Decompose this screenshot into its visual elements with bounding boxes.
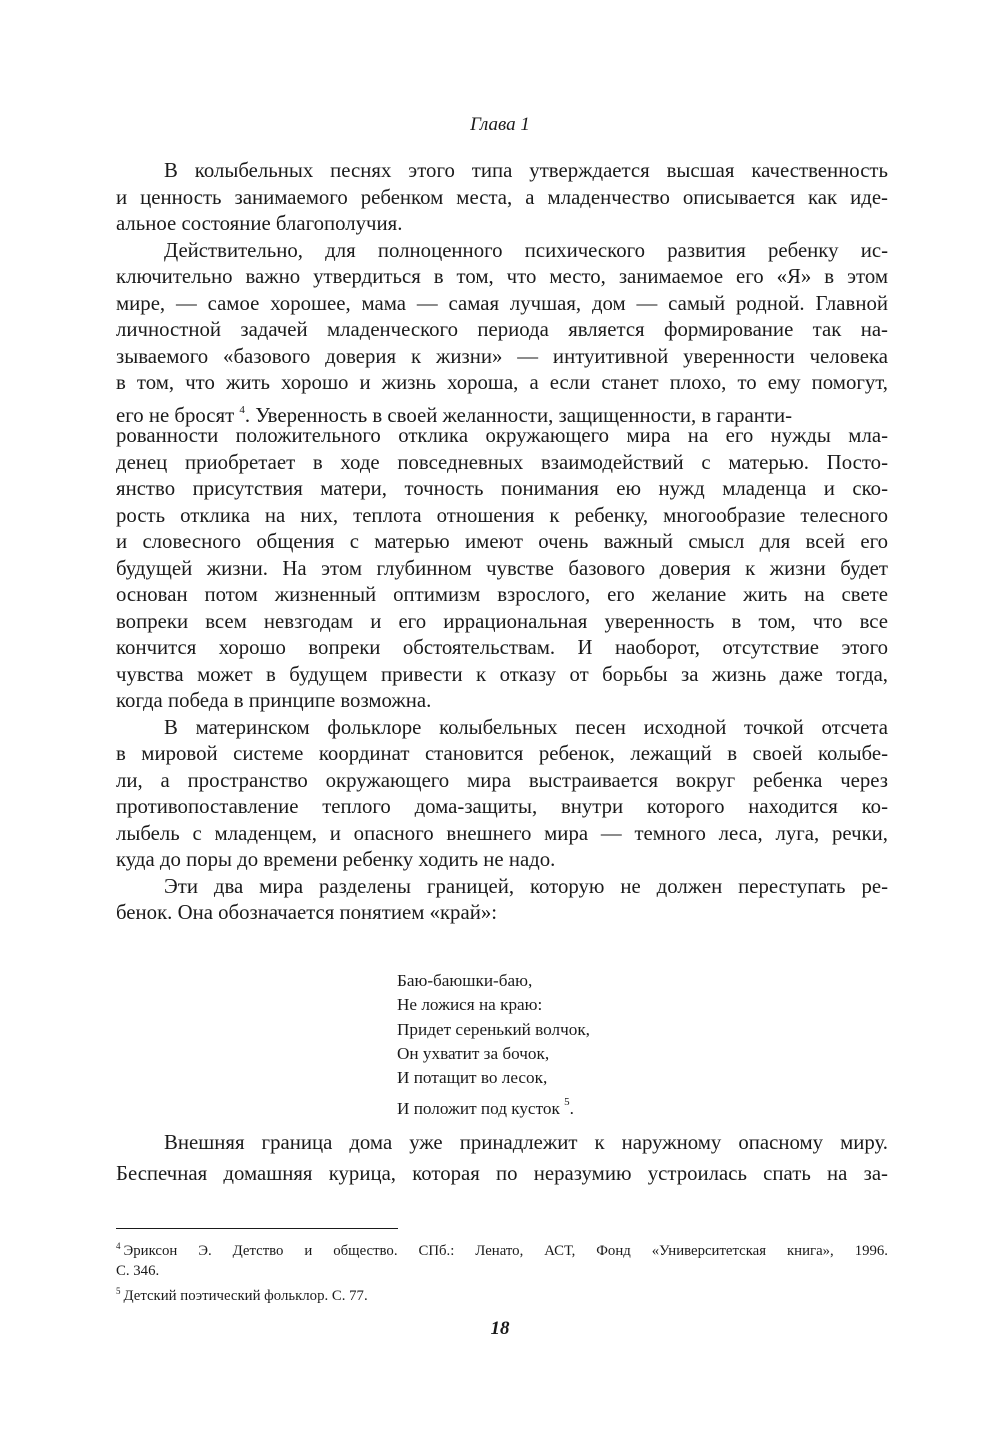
text-line: будущей жизни. На этом глубинном чувстве базового доверия к жизни будет (116, 556, 888, 580)
poem-line: Баю-баюшки-баю, (397, 971, 533, 990)
footnote-number: 4 (116, 1241, 121, 1251)
text-fragment: . (569, 1099, 574, 1119)
body-text-continued (116, 1127, 888, 1189)
text-line: кончится хорошо вопреки обстоятельствам. И наоборот, отсутствие этого (116, 636, 888, 659)
text-line: лыбель с младенцем, и опасного внешнего мира — темного леса, луга, речки, (116, 821, 888, 845)
footnote-text: Детский поэтический фольклор. С. 77. (123, 1288, 368, 1304)
text-line: ли, а пространство окружающего мира выстраивается вокруг ребенка через (116, 768, 888, 792)
text-line: Внешняя граница дома уже принадлежит к наружному опасному миру. (164, 1131, 888, 1154)
body-text (116, 158, 888, 927)
text-line: В колыбельных песнях этого типа утверждается высшая качественность (164, 159, 888, 182)
text-line: чувства может в будущем привести к отказу от борьбы за жизнь даже тогда, (116, 662, 888, 686)
text-line: и ценность занимаемого ребенком места, а младенчество описывается как иде- (116, 185, 888, 209)
text-line (116, 397, 888, 427)
poem-line: Не ложися на краю: (397, 995, 543, 1015)
text-line: Эти два мира разделены границей, которую не должен переступать ре- (164, 874, 888, 898)
text-line: бенок. Она обозначается понятием «край»: (116, 901, 497, 924)
text-line: в мировой системе координат становится ребенок, лежащий в своей колыбе- (116, 742, 888, 765)
text-line: ключительно важно утвердиться в том, что место, занимаемое его «Я» в этом (116, 265, 888, 288)
poem-line: Придет серенький волчок, (397, 1019, 590, 1039)
footnote (116, 1281, 888, 1306)
footnote-ref: 4 (239, 403, 245, 416)
poem-line: И потащит во лесок, (397, 1068, 548, 1088)
text-line: куда до поры до времени ребенку ходить не надо. (116, 848, 556, 871)
chapter-header: Глава 1 (470, 114, 530, 135)
page-number: 18 (490, 1318, 510, 1339)
text-line: Беспечная домашняя курица, которая по неразумию устроилась спать на за- (116, 1162, 888, 1185)
text-line: личностной задачей младенческого периода является формирование так на- (116, 318, 888, 341)
footnote-ref: 5 (564, 1096, 570, 1109)
text-line: зываемого «базового доверия к жизни» — интуитивной уверенности человека (116, 344, 888, 368)
text-line: Действительно, для полноценного психического развития ребенку ис- (164, 238, 888, 262)
poem-line (397, 1090, 590, 1121)
text-line: рость отклика на них, теплота отношения к ребенку, многообразие телесного (116, 503, 888, 527)
lullaby-poem (397, 969, 590, 1122)
text-fragment: И положит под кусток (397, 1099, 560, 1119)
footnote-divider (116, 1228, 398, 1229)
text-line: В материнском фольклоре колыбельных песен исходной точкой отсчета (164, 715, 888, 739)
text-line: основан потом жизненный оптимизм взрослого, его желание жить на свете (116, 583, 888, 606)
text-line: противопоставление теплого дома-защиты, внутри которого находится ко- (116, 795, 888, 818)
footnote (116, 1236, 888, 1261)
text-fragment: . Уверенность в своей желанности, защищенности, в гаранти- (244, 403, 793, 427)
text-line: в том, что жить хорошо и жизнь хороша, а если станет плохо, то ему помогут, (116, 371, 888, 394)
text-line: и словесного общения с матерью имеют очень важный смысл для всей его (116, 530, 888, 553)
text-line: когда победа в принципе возможна. (116, 689, 432, 712)
text-line: мире, — самое хорошее, мама — самая лучшая, дом — самый родной. Главной (116, 291, 888, 315)
text-line: альное состояние благополучия. (116, 212, 403, 235)
text-line: вопреки всем невзгодам и его иррациональная уверенность в том, что все (116, 609, 888, 633)
footnote-number: 5 (116, 1286, 121, 1296)
poem-line: Он ухватит за бочок, (397, 1043, 550, 1063)
footnote-continuation: С. 346. (116, 1263, 160, 1279)
text-line: янство присутствия матери, точность понимания ею нужд младенца и ско- (116, 477, 888, 500)
footnotes (116, 1236, 888, 1306)
text-fragment: его не бросят (116, 403, 235, 427)
footnote-text: Эриксон Э. Детство и общество. СПб.: Ленато, АСТ, Фонд «Университетская книга», 1996. (123, 1243, 888, 1259)
text-line: рованности положительного отклика окружающего мира на его нужды мла- (116, 424, 888, 447)
text-line: денец приобретает в ходе повседневных взаимодействий с матерью. Посто- (116, 450, 888, 474)
